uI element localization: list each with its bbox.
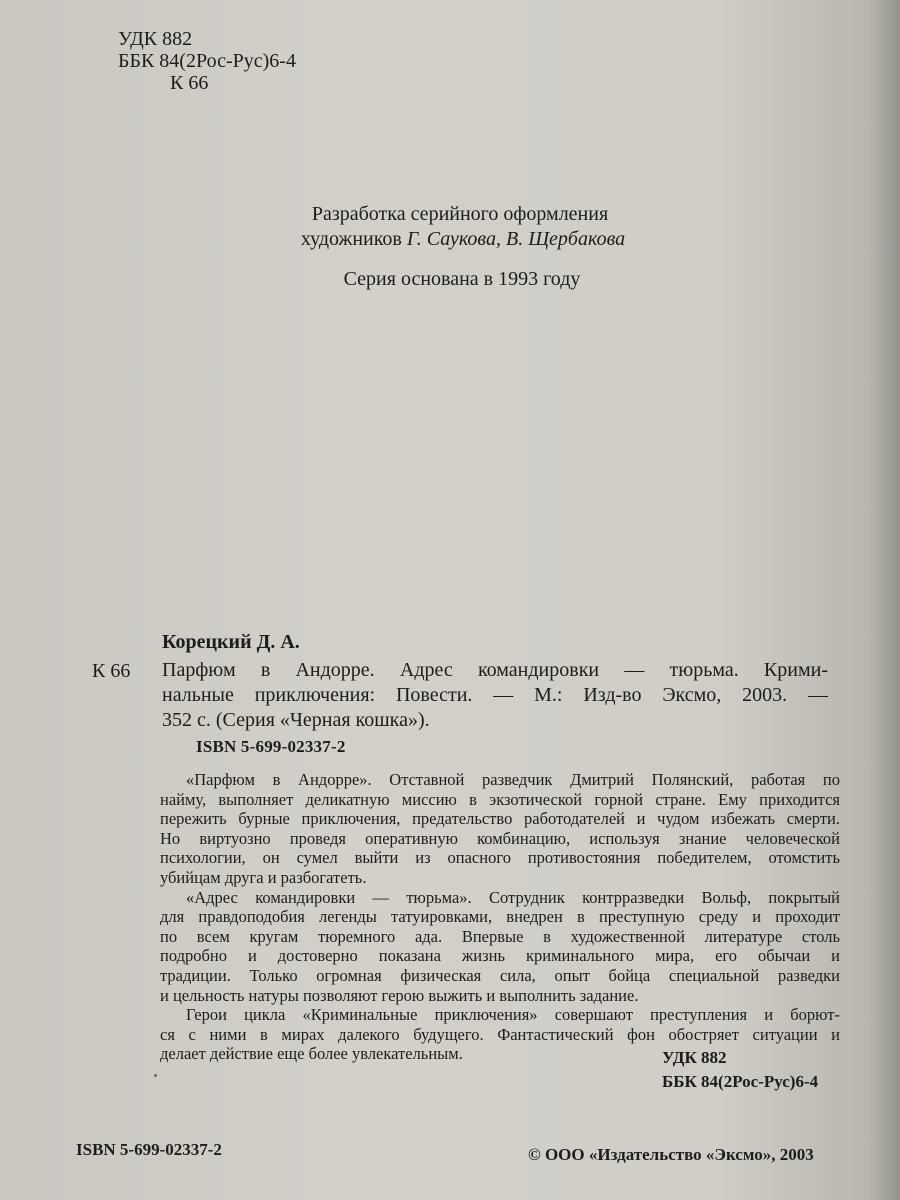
annotation-line: традиции. Только огромная физическая сила, опыт бойца специальной разведки: [160, 965, 840, 985]
annotation-line: ся с ними в мирах далекого будущего. Фантастический фон обостряет ситуации и: [160, 1024, 840, 1044]
annotation-line: для правдоподобия легенды татуировками, внедрен в преступную среду и проходит: [160, 907, 840, 927]
annotation-line: и цельность натуры позволяют герою выжить и выполнить задание.: [160, 985, 639, 1005]
top-classification-codes: [118, 28, 296, 94]
annotation-line: пережить бурные приключения, предательство работодателей и чудом избежать смерти.: [160, 809, 840, 829]
author-mark-code: К 66: [170, 72, 209, 94]
biblio-line: 352 с. (Серия «Черная кошка»).: [162, 709, 430, 731]
annotation-line: психологии, он сумел выйти из опасного противостояния победителем, отомстить: [160, 848, 840, 868]
biblio-line: Парфюм в Андорре. Адрес командировки — тюрьма. Крими-: [162, 659, 828, 681]
bibliographic-description: [162, 658, 828, 733]
credits-line-1: Разработка серийного оформления: [311, 203, 609, 225]
annotation-line: Герои цикла «Криминальные приключения» совершают преступления и борют-: [186, 1005, 840, 1025]
copyright-notice: © ООО «Издательство «Эксмо», 2003: [528, 1145, 814, 1164]
annotation-line: по всем кругам тюремного ада. Впервые в художественной литературе столь: [160, 926, 840, 946]
paper-speck: [154, 1074, 157, 1077]
annotation-line: найму, выполняет деликатную миссию в экзотической горной стране. Ему приходится: [160, 789, 840, 809]
catalog-author: Корецкий Д. А.: [162, 631, 300, 653]
annotation-line: убийцам друга и разбогатеть.: [160, 867, 367, 887]
annotation-line: делает действие еще более увлекательным.: [160, 1044, 463, 1064]
udk-code-bottom: УДК 882: [662, 1048, 727, 1067]
footer-isbn: ISBN 5-699-02337-2: [76, 1140, 222, 1159]
credits-line-2: [0, 227, 900, 252]
annotation-paragraph-1: [160, 770, 840, 888]
series-founded-note: Серия основана в 1993 году: [343, 268, 581, 290]
bbk-code: ББК 84(2Рос-Рус)6-4: [118, 50, 296, 72]
bbk-code-bottom: ББК 84(2Рос-Рус)6-4: [662, 1072, 819, 1091]
annotation-paragraph-2: [160, 888, 840, 1006]
page-edge-shadow: [870, 0, 900, 1200]
udk-code: УДК 882: [118, 28, 193, 50]
annotation-line: подробно и достоверно показана жизнь криминального мира, его обычаи и: [160, 946, 840, 966]
series-design-credits: [0, 202, 900, 292]
biblio-line: нальные приключения: Повести. — М.: Изд-во Эксмо, 2003. —: [162, 684, 828, 706]
bottom-classification-codes: [662, 1046, 818, 1094]
annotation-line: «Адрес командировки — тюрьма». Сотрудник контрразведки Вольф, покрытый: [186, 887, 840, 907]
annotation-line: «Парфюм в Андорре». Отставной разведчик Дмитрий Полянский, работая по: [186, 770, 840, 789]
artists-names: Г. Саукова, В. Щербакова: [406, 228, 626, 250]
credits-prefix: художников: [300, 228, 407, 250]
catalog-code: К 66: [92, 660, 131, 682]
annotation: [160, 770, 840, 1064]
catalog-isbn: ISBN 5-699-02337-2: [196, 737, 346, 756]
annotation-line: Но виртуозно проведя оперативную комбинацию, используя знание человеческой: [160, 828, 840, 848]
